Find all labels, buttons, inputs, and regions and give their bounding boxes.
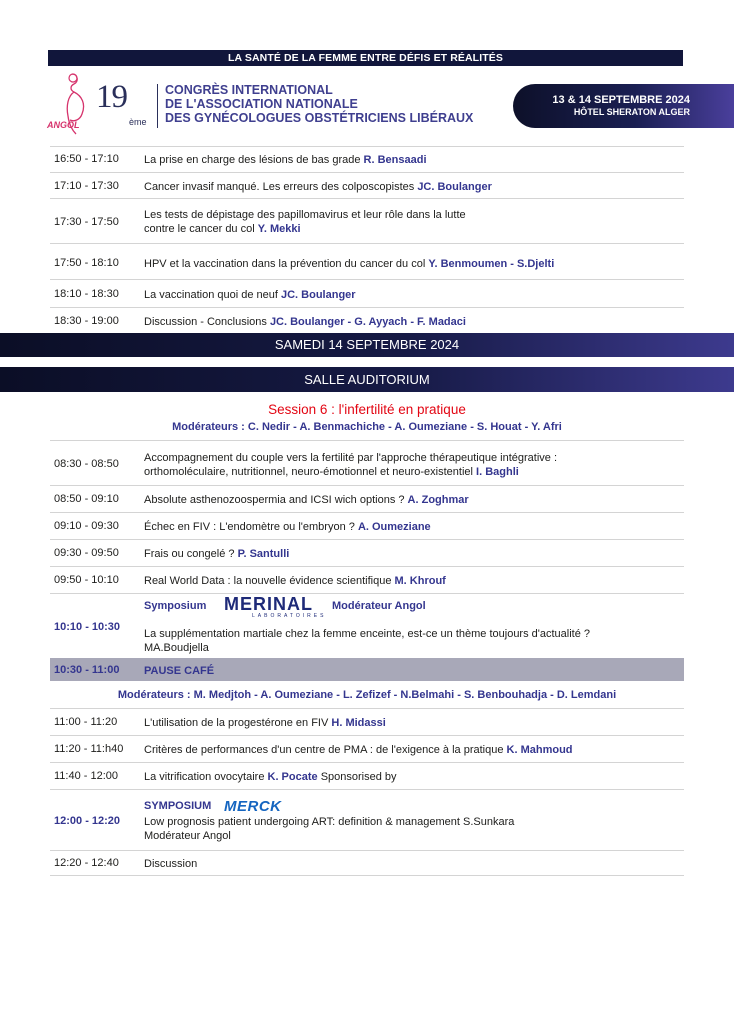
- sponsor-logo-sub: LABORATOIRES: [252, 613, 327, 619]
- pause-label: PAUSE CAFÉ: [144, 665, 215, 677]
- speaker-name: JC. Boulanger: [281, 289, 356, 301]
- divider: [50, 789, 684, 790]
- row-title: HPV et la vaccination dans la prévention du cancer du col Y. Benmoumen - S.Djelti: [144, 258, 555, 270]
- row-title: Échec en FIV : L'endomètre ou l'embryon ? A. Oumeziane: [144, 521, 431, 533]
- speaker-name: A. Oumeziane: [357, 521, 431, 533]
- congress-title-line: DE L'ASSOCIATION NATIONALE: [165, 97, 358, 111]
- row-time: 17:30 - 17:50: [54, 216, 119, 228]
- symposium-moderator: Modérateur Angol: [332, 600, 426, 612]
- day-band: SAMEDI 14 SEPTEMBRE 2024: [0, 333, 734, 357]
- row-time: 17:10 - 17:30: [54, 180, 119, 192]
- divider: [50, 172, 684, 173]
- speaker-name: K. Pocate: [267, 771, 318, 783]
- logo-text: ANGOL: [47, 120, 80, 130]
- row-title: Les tests de dépistage des papillomavirus et leur rôle dans la lutte contre le cancer du col Y. Mekki: [144, 209, 466, 235]
- row-time: 12:00 - 12:20: [54, 815, 121, 827]
- speaker-name: K. Mahmoud: [506, 744, 573, 756]
- speaker-name: A. Zoghmar: [407, 494, 469, 506]
- row-time: 10:30 - 11:00: [54, 664, 120, 676]
- row-time: 09:50 - 10:10: [54, 574, 119, 586]
- edition-number: 19: [96, 79, 127, 115]
- row-time: 16:50 - 17:10: [54, 153, 119, 165]
- edition-suffix: ème: [129, 117, 147, 127]
- row-title: La vaccination quoi de neuf JC. Boulanger: [144, 289, 356, 301]
- divider: [50, 735, 684, 736]
- divider: [50, 243, 684, 244]
- row-title: Discussion: [144, 858, 198, 870]
- divider: [50, 708, 684, 709]
- congress-title-line: DES GYNÉCOLOGUES OBSTÉTRICIENS LIBÉRAUX: [165, 111, 474, 125]
- divider: [50, 593, 684, 594]
- speaker-name: JC. Boulanger - G. Ayyach - F. Madaci: [269, 316, 466, 328]
- divider: [50, 512, 684, 513]
- row-title: L'utilisation de la progestérone en FIV H. Midassi: [144, 717, 386, 729]
- row-title: La vitrification ovocytaire K. Pocate Sponsorised by: [144, 771, 397, 783]
- divider: [50, 485, 684, 486]
- row-time: 17:50 - 18:10: [54, 257, 119, 269]
- row-time: 11:20 - 11:h40: [54, 743, 124, 755]
- row-time: 08:30 - 08:50: [54, 458, 119, 470]
- divider: [50, 146, 684, 147]
- row-title: Low prognosis patient undergoing ART: definition & management S.Sunkara Modérateur Angol: [144, 816, 515, 842]
- event-venue: HÔTEL SHERATON ALGER: [573, 107, 690, 117]
- congress-title: [165, 83, 473, 125]
- row-time: 12:20 - 12:40: [54, 857, 119, 869]
- tagline-bar: LA SANTÉ DE LA FEMME ENTRE DÉFIS ET RÉALITÉS: [48, 50, 683, 66]
- row-title: Cancer invasif manqué. Les erreurs des colposcopistes JC. Boulanger: [144, 181, 492, 193]
- session-title: Session 6 : l'infertilité en pratique: [268, 402, 466, 417]
- congress-title-line: CONGRÈS INTERNATIONAL: [165, 83, 333, 97]
- speaker-name: Y. Mekki: [257, 223, 301, 235]
- divider: [50, 850, 684, 851]
- row-time: 18:10 - 18:30: [54, 288, 119, 300]
- speaker-name: R. Bensaadi: [363, 154, 427, 166]
- divider: [50, 307, 684, 308]
- divider: [50, 198, 684, 199]
- row-title: Frais ou congelé ? P. Santulli: [144, 548, 290, 560]
- header-divider: [157, 84, 158, 128]
- date-badge: [513, 84, 734, 128]
- row-title: Real World Data : la nouvelle évidence scientifique M. Khrouf: [144, 575, 446, 587]
- divider: [50, 875, 684, 876]
- moderators-line: Modérateurs : M. Medjtoh - A. Oumeziane - L. Zefizef - N.Belmahi - S. Benbouhadja - D. Lemdani: [117, 689, 617, 701]
- room-band: SALLE AUDITORIUM: [0, 367, 734, 392]
- row-time: 08:50 - 09:10: [54, 493, 119, 505]
- moderators-line: Modérateurs : C. Nedir - A. Benmachiche - A. Oumeziane - S. Houat - Y. Afri: [172, 421, 562, 433]
- speaker-name: Y. Benmoumen - S.Djelti: [428, 258, 555, 270]
- row-title: Discussion - Conclusions JC. Boulanger - G. Ayyach - F. Madaci: [144, 316, 466, 328]
- speaker-name: JC. Boulanger: [417, 181, 492, 193]
- row-title: Accompagnement du couple vers la fertilité par l'approche thérapeutique intégrative : orthomoléculaire, nutritionnel, neuro-émotionnel et neuro-existentiel I. Baghli: [144, 452, 558, 478]
- row-time: 11:40 - 12:00: [54, 770, 119, 782]
- event-dates: 13 & 14 SEPTEMBRE 2024: [552, 94, 690, 106]
- row-time: 18:30 - 19:00: [54, 315, 119, 327]
- merck-logo: MERCK: [224, 798, 282, 815]
- speaker-name: P. Santulli: [237, 548, 290, 560]
- speaker-name: H. Midassi: [331, 717, 386, 729]
- row-title: Critères de performances d'un centre de PMA : de l'exigence à la pratique K. Mahmoud: [144, 744, 573, 756]
- row-time: 11:00 - 11:20: [54, 716, 118, 728]
- symposium-label: SYMPOSIUM: [144, 800, 212, 812]
- divider: [50, 539, 684, 540]
- speaker-name: I. Baghli: [476, 466, 519, 478]
- divider: [50, 440, 684, 441]
- row-time: 10:10 - 10:30: [54, 621, 121, 633]
- merinal-logo: [224, 594, 327, 619]
- row-time: 09:10 - 09:30: [54, 520, 119, 532]
- sponsor-logo-word: MERINAL: [224, 594, 313, 614]
- divider: [50, 279, 684, 280]
- speaker-name: M. Khrouf: [394, 575, 446, 587]
- row-time: 09:30 - 09:50: [54, 547, 119, 559]
- divider: [50, 762, 684, 763]
- divider: [50, 566, 684, 567]
- row-title: La supplémentation martiale chez la femme enceinte, est-ce un thème toujours d'actualité ? MA.Boudjella: [144, 628, 591, 654]
- row-title: La prise en charge des lésions de bas grade R. Bensaadi: [144, 154, 427, 166]
- symposium-label: Symposium: [144, 600, 207, 612]
- row-title: Absolute asthenozoospermia and ICSI wich options ? A. Zoghmar: [144, 494, 469, 506]
